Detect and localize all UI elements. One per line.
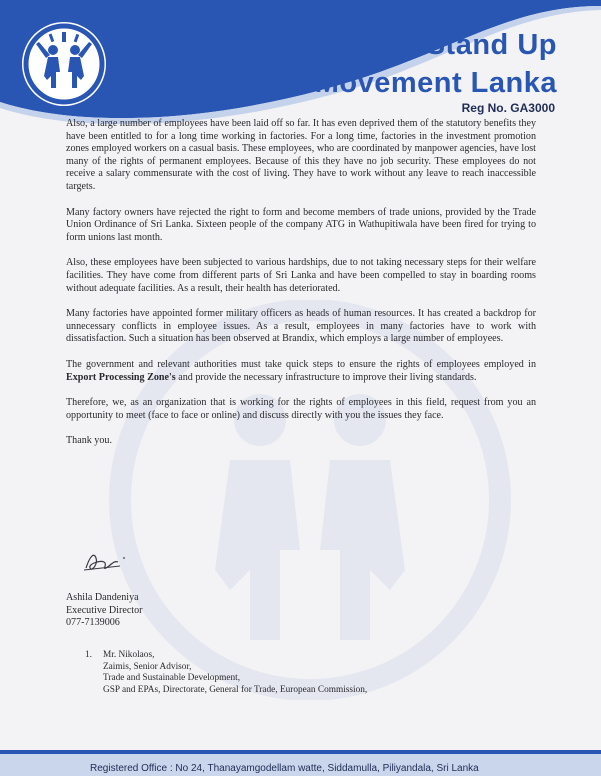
registered-office-address: Registered Office : No 24, Thanayamgodellam watte, Siddamulla, Piliyandala, Sri Lanka [90, 763, 479, 774]
paragraph-government-action-pre: The government and relevant authorities must take quick steps to ensure the rights of employees employed in [66, 358, 536, 370]
paragraph-layoffs: Also, a large number of employees have been laid off so far. It has even deprived them of the statutory benefits they have been entitled to for a long time working in factories. For a long time, factories in the investment promotion zones employed workers on a casual basis. These employees, who are coordinated by manpower agencies, have lost many of the rights of permanent employees. Because of this they have no job security. These employees do not receive a salary commensurate with the cost of living. They have to work without any leave to reach inaccessible targets. [66, 118, 536, 192]
org-name-line2: Movement Lanka [314, 67, 557, 99]
signer-block [66, 592, 143, 630]
recipient-line: Mr. Nikolaos, [103, 650, 155, 660]
paragraph-government-action [66, 359, 536, 384]
recipient-number: 1. [85, 650, 92, 660]
org-name-line1: Stand Up [425, 29, 557, 61]
signer-title: Executive Director [66, 604, 143, 616]
signer-phone: 077-7139006 [66, 617, 120, 629]
recipient-line: Trade and Sustainable Development, [103, 673, 241, 683]
registration-number: Reg No. GA3000 [461, 101, 555, 115]
paragraph-trade-unions: Many factory owners have rejected the right to form and become members of trade unions, provided by the Trade Union Ordinance of Sri Lanka. Sixteen people of the company ATG in Wathupitiwala have been fired for trying to form unions last month. [66, 206, 536, 243]
closing-thank-you: Thank you. [66, 435, 112, 447]
paragraph-meeting-request: Therefore, we, as an organization that is working for the rights of employees in this field, request from you an opportunity to meet (face to face or online) and discuss directly with you the issues they face. [66, 397, 536, 421]
footer-rule [0, 750, 601, 754]
recipient-line: Zaimis, Senior Advisor, [103, 661, 192, 672]
recipient-line: GSP and EPAs, Directorate, General for Trade, European Commission, [103, 684, 368, 695]
organization-logo [20, 20, 108, 108]
paragraph-welfare: Also, these employees have been subjected to various hardships, due to not taking necessary steps for their welfare facilities. They have come from different parts of Sri Lanka and have been compelled to stay in boarding rooms without adequate facilities. As a result, their health has deteriorated. [66, 257, 536, 294]
signer-name: Ashila Dandeniya [66, 592, 139, 603]
organization-name [315, 26, 557, 102]
recipient-details [103, 650, 367, 696]
paragraph-military-officers: Many factories have appointed former military officers as heads of human resources. It has created a backdrop for unnecessary conflicts in employee issues. As a result, employees in many factories have to work with dissatisfaction. Such a situation has been observed at Brandix, which employs a large number of employees. [66, 308, 536, 345]
handwritten-signature [80, 546, 130, 576]
paragraph-government-action-post: and provide the necessary infrastructure to improve their living standards. [175, 371, 477, 383]
letter-body [66, 118, 536, 461]
export-processing-zones-emphasis: Export Processing Zone's [66, 371, 176, 383]
